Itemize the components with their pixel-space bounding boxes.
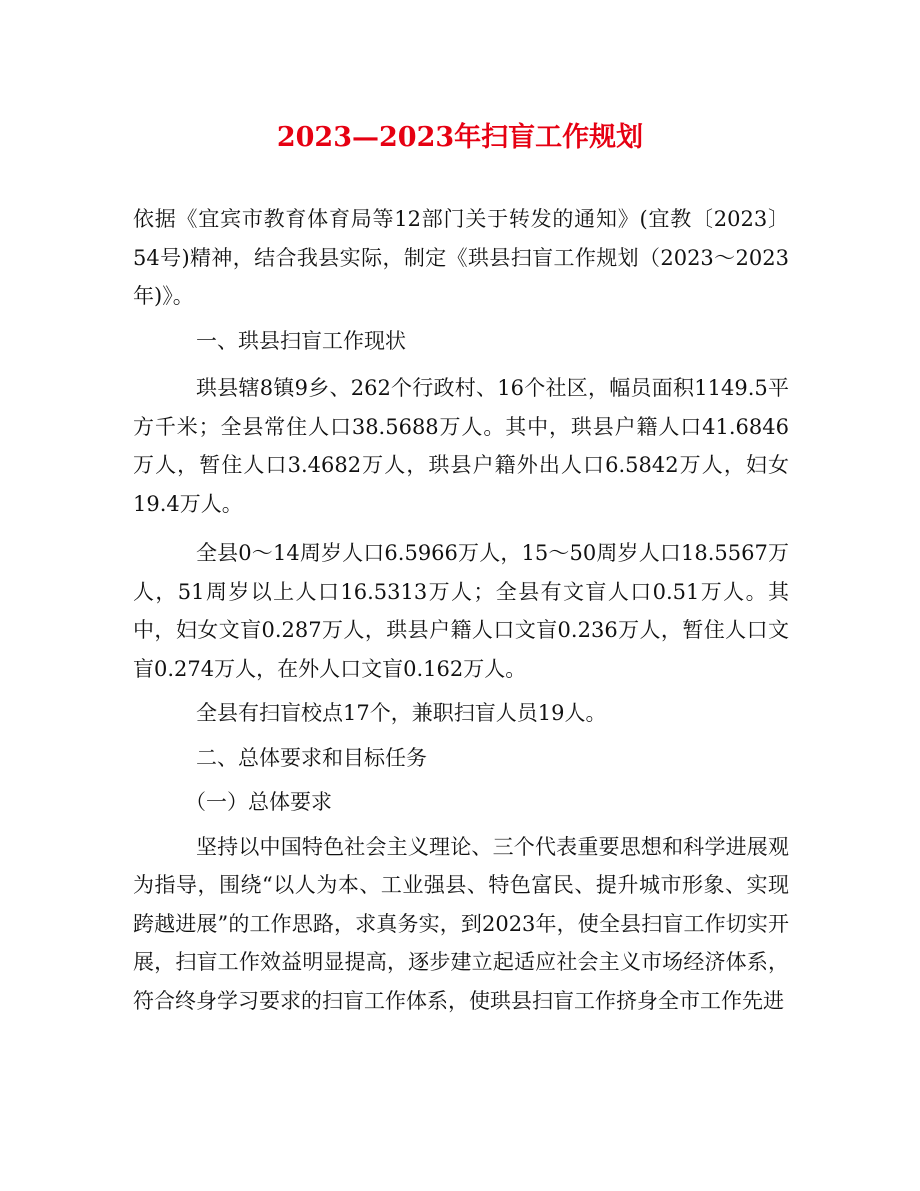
section-heading-current-status: 一、珙县扫盲工作现状 (196, 328, 406, 353)
requirements-paragraph: 坚持以中国特色社会主义理论、三个代表重要思想和科学进展观为指导，围绕“以人为本、工业强县、特色富民、提升城市形象、实现跨越进展”的工作思路，求真务实，到2023年，使全县扫盲工作切实开展，扫盲工作效益明显提高，逐步建立起适应社会主义市场经济体系，符合终身学习要求的扫盲工作体系，使珙县扫盲工作挤身全市工作先进 (133, 834, 789, 1013)
status-paragraph-illiteracy: 全县0～14周岁人口6.5966万人，15～50周岁人口18.5567万人，51周岁以上人口16.5313万人；全县有文盲人口0.51万人。其中，妇女文盲0.287万人，珙县户籍人口文盲0.236万人，暂住人口文盲0.274万人，在外人口文盲0.162万人。 (133, 541, 789, 681)
status-paragraph-population: 珙县辖8镇9乡、262个行政村、16个社区，幅员面积1149.5平方千米；全县常住人口38.5688万人。其中，珙县户籍人口41.6846万人，暂住人口3.4682万人，珙县户籍外出人口6.5842万人，妇女19.4万人。 (133, 376, 789, 516)
intro-paragraph: 依据《宜宾市教育体育局等12部门关于转发的通知》(宜教〔2023〕54号)精神，结合我县实际，制定《珙县扫盲工作规划（2023～2023年)》。 (133, 207, 789, 308)
subsection-heading-general: （一）总体要求 (185, 790, 332, 814)
document-body (133, 200, 789, 1020)
document-title: 2023—2023年扫盲工作规划 (276, 122, 644, 153)
status-paragraph-schools: 全县有扫盲校点17个，兼职扫盲人员19人。 (196, 701, 607, 725)
section-heading-requirements: 二、总体要求和目标任务 (196, 745, 427, 770)
